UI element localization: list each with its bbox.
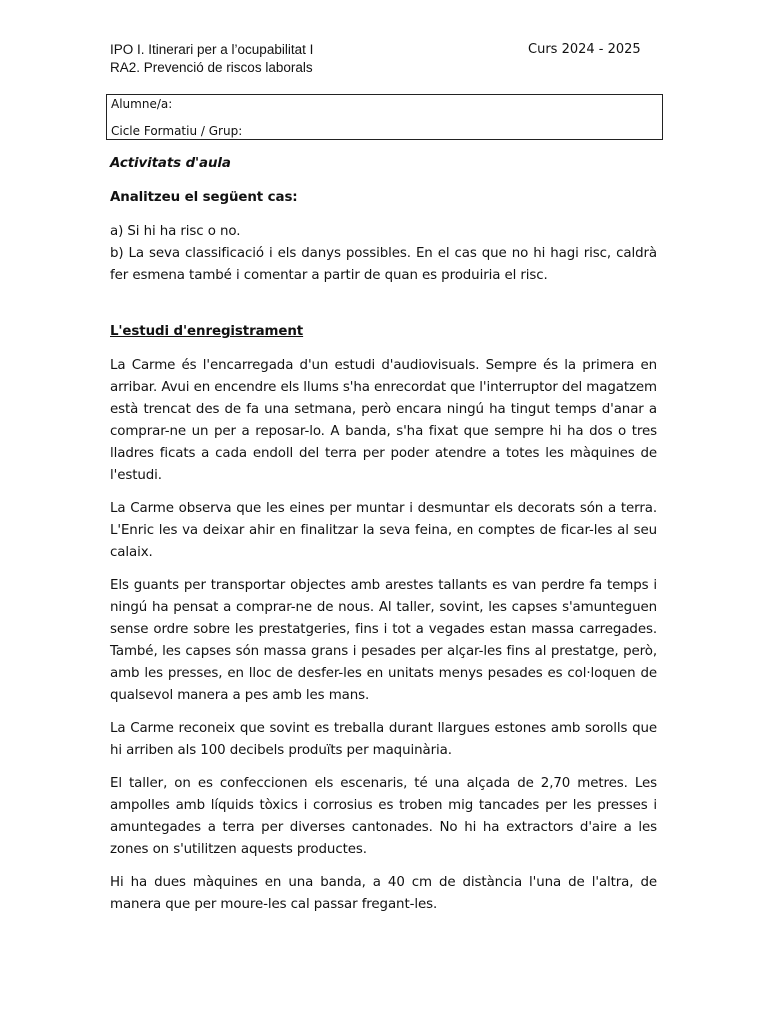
case-paragraph: El taller, on es confeccionen els escenaris, té una alçada de 2,70 metres. Les ampolles amb líquids tòxics i corrosius es troben mig tancades per les presses i amuntegades a terra per diverses cantonades. No hi ha extractors d'aire a les zones on s'utilitzen aquests productes.	[110, 776, 657, 857]
case-paragraph: La Carme observa que les eines per muntar i desmuntar els decorats són a terra. L'Enric les va deixar ahir en finalitzar la seva feina, en comptes de ficar-les al seu calaix.	[110, 501, 657, 560]
student-name-label: Alumne/a:	[111, 97, 173, 111]
question-item-a: a) Si hi ha risc o no.	[110, 224, 241, 239]
activities-title: Activitats d'aula	[110, 156, 231, 171]
header-subtitle: RA2. Prevenció de riscos laborals	[110, 60, 313, 75]
group-label: Cicle Formatiu / Grup:	[111, 124, 243, 138]
course-year: Curs 2024 - 2025	[528, 42, 641, 57]
document-header	[110, 41, 313, 77]
case-paragraph: La Carme és l'encarregada d'un estudi d'audiovisuals. Sempre és la primera en arribar. Avui en encendre els llums s'ha enrecordat que l'interruptor del magatzem està trencat des de fa una setmana, però encara ningú ha tingut temps d'anar a comprar-ne un per a reposar-lo. A banda, s'ha fixat que sempre hi ha dos o tres lladres ficats a cada endoll del terra per poder atendre a totes les màquines de l'estudi.	[110, 358, 657, 483]
header-title: IPO I. Itinerari per a l’ocupabilitat I	[110, 42, 314, 57]
case-paragraph: La Carme reconeix que sovint es treballa durant llargues estones amb sorolls que hi arriben als 100 decibels produïts per maquinària.	[110, 721, 657, 758]
case-paragraph: Els guants per transportar objectes amb arestes tallants es van perdre fa temps i ningú ha pensat a comprar-ne de nous. Al taller, sovint, les capses s'amunteguen sense ordre sobre les prestatgeries, fins i tot a vegades estan massa carregades. També, les capses són massa grans i pesades per alçar-les fins al prestatge, però, amb les presses, en lloc de desfer-les en unitats menys pesades es col·loquen de qualsevol manera a pes amb les mans.	[110, 578, 657, 703]
question-item-b: b) La seva classificació i els danys possibles. En el cas que no hi hagi risc, caldrà fer esmena també i comentar a partir de quan es produiria el risc.	[110, 246, 657, 283]
student-info-box	[106, 94, 663, 140]
case-paragraph: Hi ha dues màquines en una banda, a 40 cm de distància l'una de l'altra, de manera que per moure-les cal passar fregant-les.	[110, 875, 657, 912]
analyze-title: Analitzeu el següent cas:	[110, 190, 298, 205]
case-title: L'estudi d'enregistrament	[110, 324, 304, 339]
document-body	[110, 153, 657, 916]
